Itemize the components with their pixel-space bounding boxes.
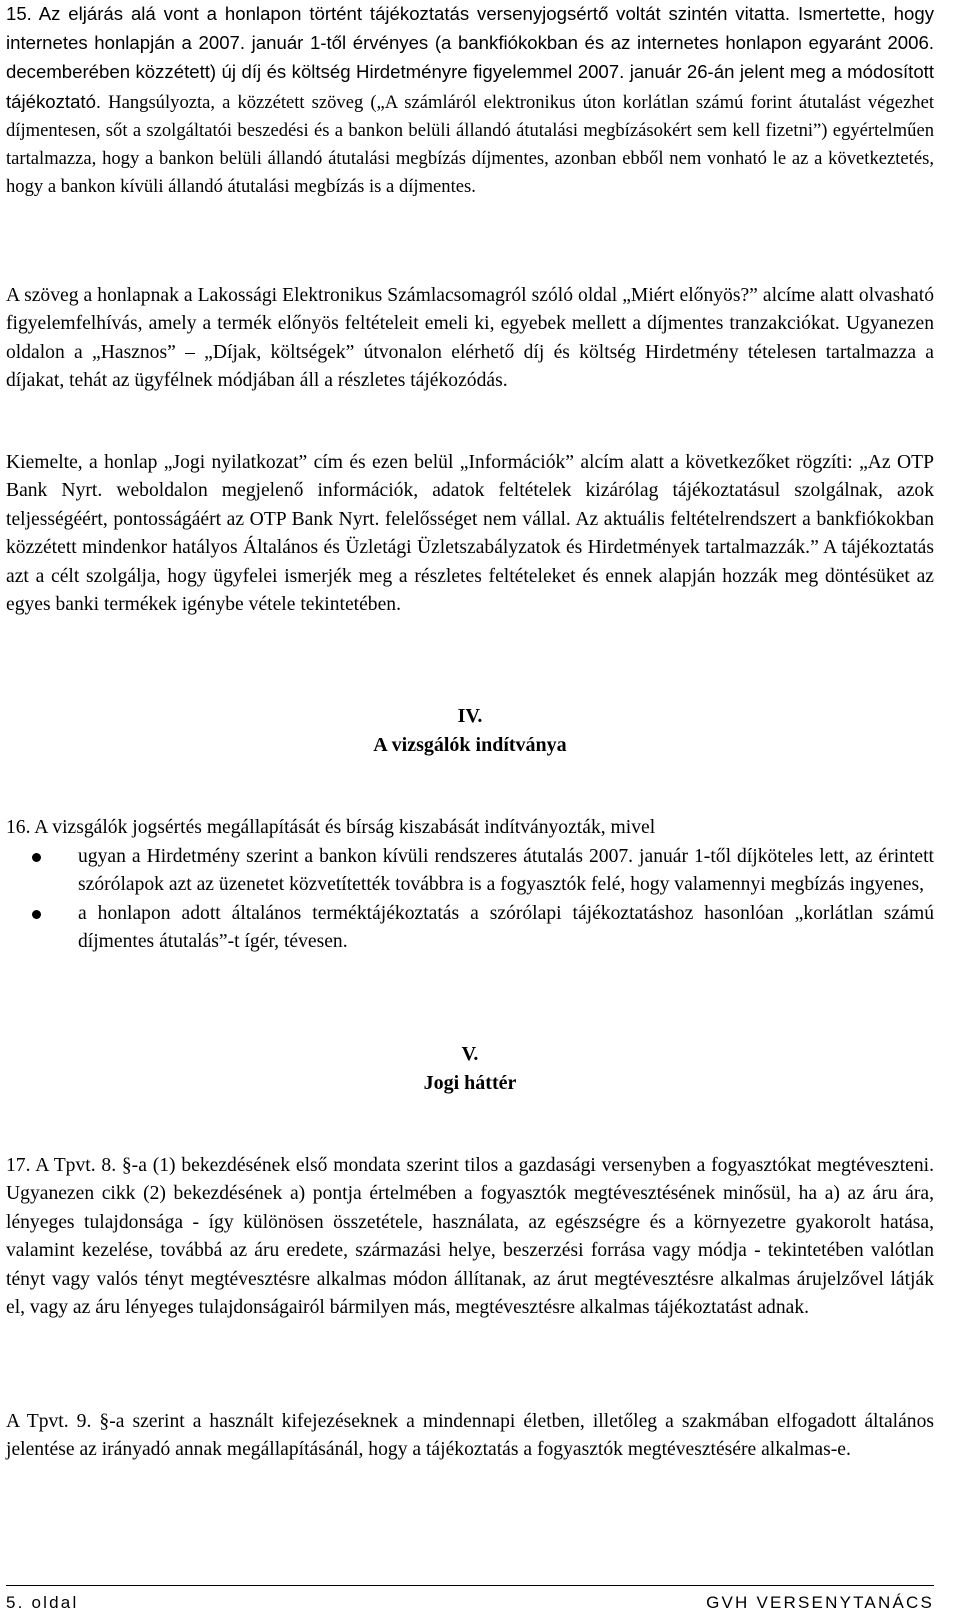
paragraph-szoveg: A szöveg a honlapnak a Lakossági Elektronikus Számlacsomagról szóló oldal „Miért előnyös?” alcíme alatt olvasható figyelemfelhívás, amely a termék előnyös feltételeit emeli ki, egyebek mellett a díjmentes tranzakciókat. Ugyanezen oldalon a „Hasznos” – „Díjak, költségek” útvonalon elérhető díj és költség Hirdetmény tételesen tartalmazza a díjakat, tehát az ügyfélnek módjában áll a részletes tájékozódás. xyxy=(6,285,934,392)
paragraph-15 xyxy=(6,0,934,201)
footer-divider xyxy=(6,1585,934,1586)
paragraph-tpvt9: A Tpvt. 9. §-a szerint a használt kifejezéseknek a mindennapi életben, illetőleg a szakmában elfogadott általános jelentése az irányadó annak megállapításánál, hogy a tájékoztatás a fogyasztók megtévesztésére alkalmas-e. xyxy=(6,1411,934,1461)
list-item-text: ugyan a Hirdetmény szerint a bankon kívüli rendszeres átutalás 2007. január 1-től díjköteles lett, az érintett szórólapok azt az üzenetet közvetítették továbbra is a fogyasztók felé, hogy valamennyi megbízás ingyenes, xyxy=(78,846,934,896)
footer-publisher: GVH VERSENYTANÁCS xyxy=(706,1593,934,1612)
list-item-text: a honlapon adott általános terméktájékoztatás a szórólapi tájékoztatáshoz hasonlóan „korlátlan számú díjmentes átutalás”-t ígér, tévesen. xyxy=(78,902,934,953)
paragraph-kiemelte: Kiemelte, a honlap „Jogi nyilatkozat” cím és ezen belül „Információk” alcím alatt a következőket rögzíti: „Az OTP Bank Nyrt. weboldalon megjelenő információk, adatok feltételek kizárólag tájékoztatásul szolgálnak, azok teljességéért, pontosságáért az OTP Bank Nyrt. felelősséget nem vállal. Az aktuális feltételrendszert a bankfiókokban közzétett mindenkor hatályos Általános és Üzletági Üzletszabályzatok és Hirdetmények tartalmazzák.” A tájékoztatás azt a célt szolgálja, hogy ügyfelei ismerjék meg a részletes feltételeket és ennek alapján hozzák meg döntésüket az egyes banki termékek igénybe vétele tekintetében. xyxy=(6,452,934,616)
list-item xyxy=(6,843,934,900)
bullet-icon xyxy=(32,853,41,862)
section-v-title: Jogi háttér xyxy=(423,1072,517,1094)
paragraph-15-serif-part: Hangsúlyozta, a közzétett szöveg („A számláról elektronikus úton korlátlan számú forint átutalást végezhet díjmentesen, sőt a szolgáltatói beszedési és a bankon belüli állandó átutalási megbízásokért sem kell fizetni”) egyértelműen tartalmazza, hogy a bankon belüli állandó átutalási megbízás díjmentes, azonban ebből nem vonható le az a következtetés, hogy a bankon kívüli állandó átutalási megbízás is a díjmentes. xyxy=(6,91,934,198)
bullet-icon xyxy=(32,910,41,919)
section-iv-title: A vizsgálók indítványa xyxy=(373,734,567,756)
bullet-list xyxy=(6,843,934,957)
section-iv-number: IV. xyxy=(457,705,483,727)
paragraph-17: 17. A Tpvt. 8. §-a (1) bekezdésének első mondata szerint tilos a gazdasági versenyben a fogyasztókat megtéveszteni. Ugyanezen cikk (2) bekezdésének a) pontja értelmében a fogyasztók megtévesztésének minősül, ha a) az áru ára, lényeges tulajdonsága - így különösen összetétele, használata, az egészségre és a környezetre gyakorolt hatása, valamint kezelése, továbbá az áru eredete, származási helye, beszerzési forrása vagy módja - tekintetében valótlan tényt vagy valós tényt megtévesztésre alkalmas módon állítanak, az árut megtévesztésre alkalmas árujelzővel látják el, vagy az áru lényeges tulajdonságairól bármilyen más, megtévesztésre alkalmas tájékoztatást adnak. xyxy=(6,1155,934,1319)
footer-page-number: 5. oldal xyxy=(6,1593,79,1612)
section-v-number: V. xyxy=(461,1043,479,1065)
paragraph-15-sans-part: 15. Az eljárás alá vont a honlapon történt tájékoztatás versenyjogsértő voltát szintén vitatta. Ismertette, hogy internetes honlapján a 2007. január 1-től érvényes (a bankfiókokban és az internetes honlapon egyaránt 2006. decemberében közzétett) új díj és költség Hirdetményre figyelemmel 2007. január 26-án jelent meg a módosított tájékoztató. xyxy=(6,3,934,112)
list-item xyxy=(6,900,934,957)
paragraph-16: 16. A vizsgálók jogsértés megállapítását és bírság kiszabását indítványozták, mivel xyxy=(6,817,656,838)
